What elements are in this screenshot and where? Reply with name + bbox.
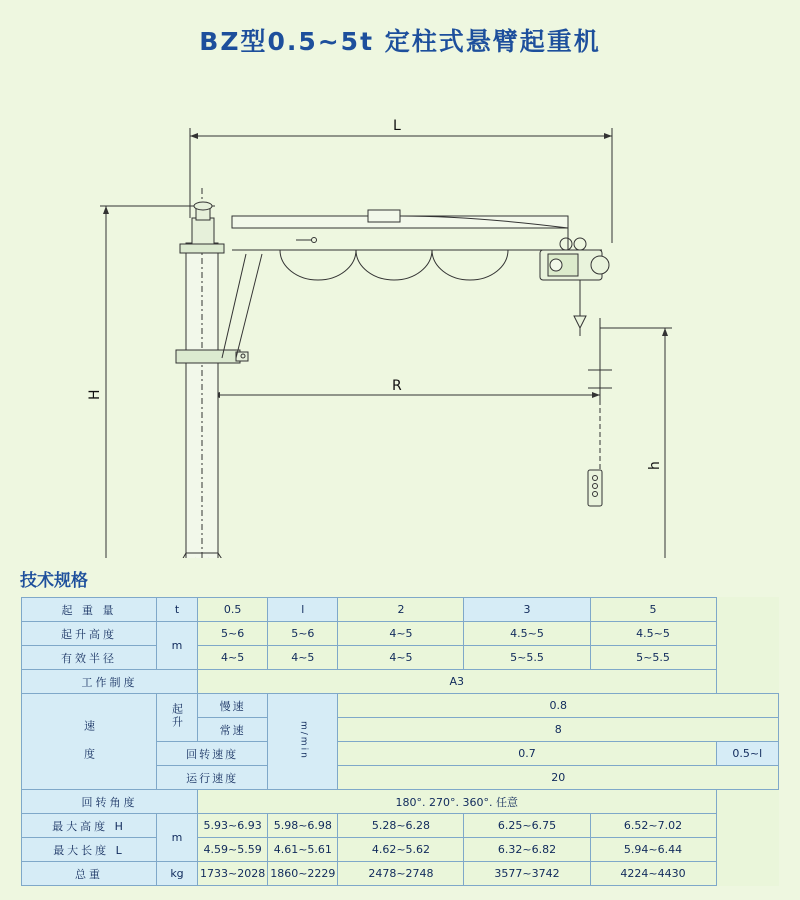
row-unit: m	[157, 622, 198, 670]
group-speed: 速 度	[22, 694, 157, 790]
cell-value: 3577~3742	[464, 862, 590, 886]
cell-value: 3	[464, 598, 590, 622]
row-unit: m/min	[268, 694, 338, 790]
row-label: 回转角度	[22, 790, 198, 814]
cell-value: 4~5	[338, 646, 464, 670]
cell-value: 4.5~5	[464, 622, 590, 646]
table-row	[22, 862, 779, 886]
cell-value: 0.8	[338, 694, 779, 718]
cell-value: 5.28~6.28	[338, 814, 464, 838]
cell-value: 20	[338, 766, 779, 790]
row-unit: t	[157, 598, 198, 622]
spec-heading: 技术规格	[20, 571, 88, 591]
row-label: 起 重 量	[22, 598, 157, 622]
cell-value: 8	[338, 718, 779, 742]
cell-value: 1860~2229	[268, 862, 338, 886]
table-row	[22, 670, 779, 694]
cell-value: 5~6	[268, 622, 338, 646]
cell-value: 4.5~5	[590, 622, 716, 646]
cell-value: 0.7	[338, 742, 716, 766]
label-R: R	[392, 378, 402, 394]
cell-value: 0.5~l	[716, 742, 778, 766]
table-row	[22, 694, 779, 718]
row-label: 最大高度 H	[22, 814, 157, 838]
label-H: H	[87, 389, 103, 400]
row-label: 运行速度	[157, 766, 268, 790]
cell-value: 0.5	[198, 598, 268, 622]
cell-value: 4.62~5.62	[338, 838, 464, 862]
table-row	[22, 598, 779, 622]
cell-value: 5.98~6.98	[268, 814, 338, 838]
cell-value: 5.93~6.93	[198, 814, 268, 838]
row-label: 慢速	[198, 694, 268, 718]
cell-value: 5~5.5	[464, 646, 590, 670]
row-unit: kg	[157, 862, 198, 886]
row-label: 回转速度	[157, 742, 268, 766]
cell-value: l	[268, 598, 338, 622]
cell-value: 5~5.5	[590, 646, 716, 670]
cell-value: 1733~2028	[198, 862, 268, 886]
table-row	[22, 838, 779, 862]
cell-value: 4~5	[268, 646, 338, 670]
cell-value: 5	[590, 598, 716, 622]
table-row	[22, 790, 779, 814]
table-row	[22, 814, 779, 838]
spec-table	[21, 597, 779, 886]
cell-value: 2	[338, 598, 464, 622]
row-label: 总重	[22, 862, 157, 886]
cell-value: 4~5	[198, 646, 268, 670]
cell-value: 180°. 270°. 360°. 任意	[198, 790, 717, 814]
cell-value: A3	[198, 670, 717, 694]
group-lift: 起升	[157, 694, 198, 742]
cell-value: 5~6	[198, 622, 268, 646]
crane-diagram	[0, 58, 800, 558]
row-label: 常速	[198, 718, 268, 742]
table-row	[22, 622, 779, 646]
row-label: 起升高度	[22, 622, 157, 646]
cell-value: 4~5	[338, 622, 464, 646]
cell-value: 2478~2748	[338, 862, 464, 886]
label-L: L	[393, 118, 401, 134]
cell-value: 6.25~6.75	[464, 814, 590, 838]
cell-value: 4.59~5.59	[198, 838, 268, 862]
row-label: 工作制度	[22, 670, 198, 694]
cell-value: 6.52~7.02	[590, 814, 716, 838]
cell-value: 6.32~6.82	[464, 838, 590, 862]
cell-value: 4.61~5.61	[268, 838, 338, 862]
page-title: BZ型0.5~5t 定柱式悬臂起重机	[199, 27, 601, 56]
table-row	[22, 646, 779, 670]
row-label: 有效半径	[22, 646, 157, 670]
label-h: h	[647, 461, 663, 470]
cell-value: 5.94~6.44	[590, 838, 716, 862]
cell-value: 4224~4430	[590, 862, 716, 886]
row-unit: m	[157, 814, 198, 862]
row-label: 最大长度 L	[22, 838, 157, 862]
